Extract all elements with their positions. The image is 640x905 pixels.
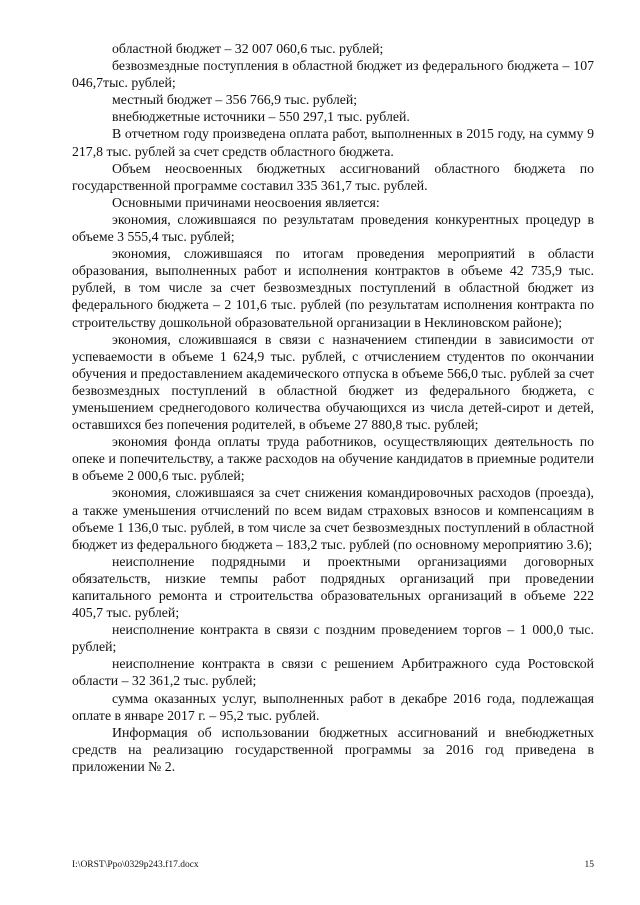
paragraph: экономия, сложившаяся в связи с назначением стипендии в зависимости от успеваемости в объеме 1 624,9 тыс. рублей, с отчислением студентов по окончании обучения и предоставлением академического отпуска в объеме 566,0 тыс. рублей за счет безвозмездных поступлений в областной бюджет из федерального бюджета, с уменьшением среднегодового количества обучающихся из числа детей-сирот и детей, оставшихся без попечения родителей, в объеме 27 880,8 тыс. рублей; (72, 331, 594, 433)
paragraph: неисполнение подрядными и проектными организациями договорных обязательств, низкие темпы работ подрядных организаций при проведении капитального ремонта и строительства образовательных организаций в объеме 222 405,7 тыс. рублей; (72, 553, 594, 621)
paragraph: безвозмездные поступления в областной бюджет из федерального бюджета – 107 046,7тыс. рублей; (72, 58, 594, 91)
page-number: 15 (584, 860, 594, 870)
paragraph: местный бюджет – 356 766,9 тыс. рублей; (112, 92, 358, 108)
document-body (72, 40, 594, 775)
paragraph: экономия, сложившаяся по результатам проведения конкурентных процедур в объеме 3 555,4 тыс. рублей; (72, 211, 594, 245)
paragraph: экономия фонда оплаты труда работников, осуществляющих деятельность по опеке и попечительству, а также расходов на обучение кандидатов в приемные родители в объеме 2 000,6 тыс. рублей; (72, 434, 594, 484)
paragraph: внебюджетные источники – 550 297,1 тыс. рублей. (112, 109, 410, 125)
paragraph: Информация об использовании бюджетных ассигнований и внебюджетных средств на реализацию государственной программы за 2016 год приведена в приложении № 2. (72, 724, 594, 774)
footer-file-path: I:\ORST\Ppo\0329p243.f17.docx (72, 860, 199, 870)
paragraph: Основными причинами неосвоения является: (112, 194, 380, 210)
paragraph: неисполнение контракта в связи с поздним проведением торгов – 1 000,0 тыс. рублей; (72, 622, 594, 655)
paragraph: областной бюджет – 32 007 060,6 тыс. рублей; (112, 41, 384, 56)
page-footer (72, 859, 594, 871)
paragraph: сумма оказанных услуг, выполненных работ в декабре 2016 года, подлежащая оплате в январе 2017 г. – 95,2 тыс. рублей. (72, 690, 594, 723)
paragraph: неисполнение контракта в связи с решением Арбитражного суда Ростовской области – 32 361,2 тыс. рублей; (72, 656, 594, 689)
paragraph: экономия, сложившаяся по итогам проведения мероприятий в области образования, выполненных работ и исполнения контрактов в объеме 42 735,9 тыс. рублей, в том числе за счет безвозмездных поступлений в областной бюджет из федерального бюджета – 2 101,6 тыс. рублей (по результатам исполнения контракта по строительству дошкольной образовательной организации в Неклиновском районе); (72, 246, 594, 330)
paragraph: экономия, сложившаяся за счет снижения командировочных расходов (проезда), а также уменьшения отчислений по всем видам страховых взносов и компенсациям в объеме 1 136,0 тыс. рублей, в том числе за счет безвозмездных поступлений в областной бюджет из федерального бюджета – 183,2 тыс. рублей (по основному мероприятию 3.6); (72, 485, 594, 552)
paragraph: Объем неосвоенных бюджетных ассигнований областного бюджета по государственной программе составил 335 361,7 тыс. рублей. (72, 160, 594, 193)
paragraph: В отчетном году произведена оплата работ, выполненных в 2015 году, на сумму 9 217,8 тыс. рублей за счет средств областного бюджета. (72, 126, 594, 159)
